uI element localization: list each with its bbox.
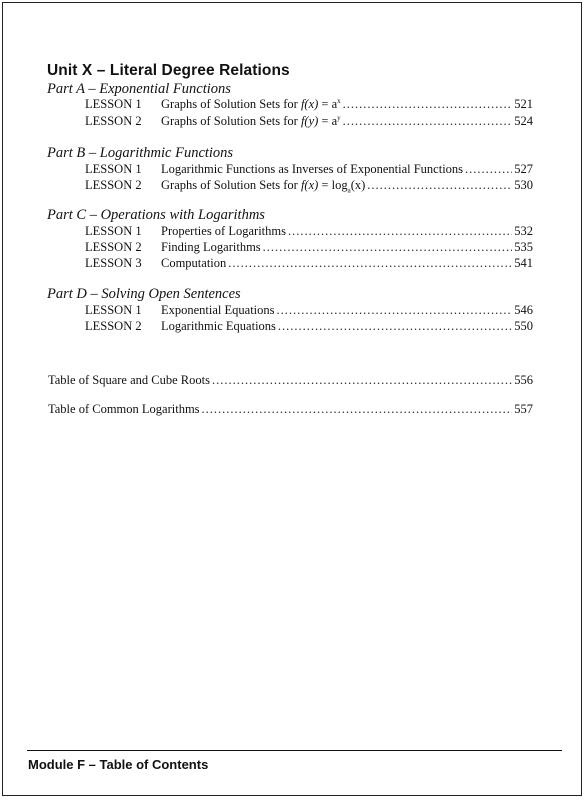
lesson-label: LESSON 2 (85, 319, 142, 333)
part-a-heading: Part A – Exponential Functions (47, 81, 231, 97)
lesson-title: Computation (161, 256, 227, 270)
toc-entry-part-d-lesson-1[interactable] (85, 303, 533, 319)
page-number: 527 (514, 162, 533, 176)
page-number: 521 (514, 97, 533, 112)
toc-entry-part-c-lesson-3[interactable] (85, 256, 533, 272)
dot-leader (228, 256, 512, 271)
dot-leader (202, 402, 513, 417)
dot-leader (343, 97, 513, 112)
lesson-title: Graphs of Solution Sets for $f(y) = a^y$ (161, 114, 341, 129)
lesson-label: LESSON 2 (85, 178, 142, 192)
toc-entry-part-b-lesson-1[interactable] (85, 162, 533, 178)
lesson-title: Graphs of Solution Sets for $f(x) = \log_a(x)$ (161, 178, 366, 195)
table-title: Table of Square and Cube Roots (48, 373, 210, 387)
toc-entry-square-cube-roots[interactable] (48, 373, 533, 389)
unit-title: Unit X – Literal Degree Relations (47, 62, 290, 79)
toc-entry-common-logarithms[interactable] (48, 402, 533, 418)
dot-leader (278, 319, 512, 334)
page-number: 524 (514, 114, 533, 129)
lesson-title: Exponential Equations (161, 303, 275, 317)
dot-leader (288, 224, 512, 239)
dot-leader (343, 114, 513, 129)
page-number: 541 (514, 256, 533, 270)
page-number: 556 (514, 373, 533, 387)
footer-rule (27, 750, 562, 751)
toc-entry-part-c-lesson-2[interactable] (85, 240, 533, 256)
dot-leader (367, 178, 512, 193)
page-number: 557 (514, 402, 533, 416)
dot-leader (212, 373, 512, 388)
lesson-title: Logarithmic Functions as Inverses of Exponential Functions (161, 162, 464, 176)
toc-entry-part-a-lesson-2[interactable] (85, 114, 533, 130)
lesson-label: LESSON 1 (85, 224, 142, 238)
table-title: Table of Common Logarithms (48, 402, 200, 416)
page-number: 532 (514, 224, 533, 238)
page-number: 546 (514, 303, 533, 317)
lesson-label: LESSON 1 (85, 162, 142, 176)
page-number: 530 (514, 178, 533, 192)
lesson-label: LESSON 1 (85, 97, 142, 112)
page-number: 535 (514, 240, 533, 254)
toc-entry-part-c-lesson-1[interactable] (85, 224, 533, 240)
part-c-heading: Part C – Operations with Logarithms (47, 207, 265, 223)
page-number: 550 (514, 319, 533, 333)
part-b-heading: Part B – Logarithmic Functions (47, 145, 234, 161)
lesson-title: Logarithmic Equations (161, 319, 276, 333)
toc-entry-part-d-lesson-2[interactable] (85, 319, 533, 335)
dot-leader (465, 162, 512, 177)
lesson-title: Finding Logarithms (161, 240, 261, 254)
dot-leader (277, 303, 513, 318)
lesson-label: LESSON 3 (85, 256, 142, 270)
lesson-label: LESSON 2 (85, 240, 142, 254)
lesson-label: LESSON 1 (85, 303, 142, 317)
toc-entry-part-b-lesson-2[interactable] (85, 178, 533, 194)
part-d-heading: Part D – Solving Open Sentences (47, 286, 241, 302)
toc-entry-part-a-lesson-1[interactable] (85, 97, 533, 113)
footer-title: Module F – Table of Contents (28, 757, 209, 772)
lesson-label: LESSON 2 (85, 114, 142, 129)
lesson-title: Properties of Logarithms (161, 224, 286, 238)
dot-leader (263, 240, 513, 255)
lesson-title: Graphs of Solution Sets for $f(x) = a^x$ (161, 97, 341, 112)
